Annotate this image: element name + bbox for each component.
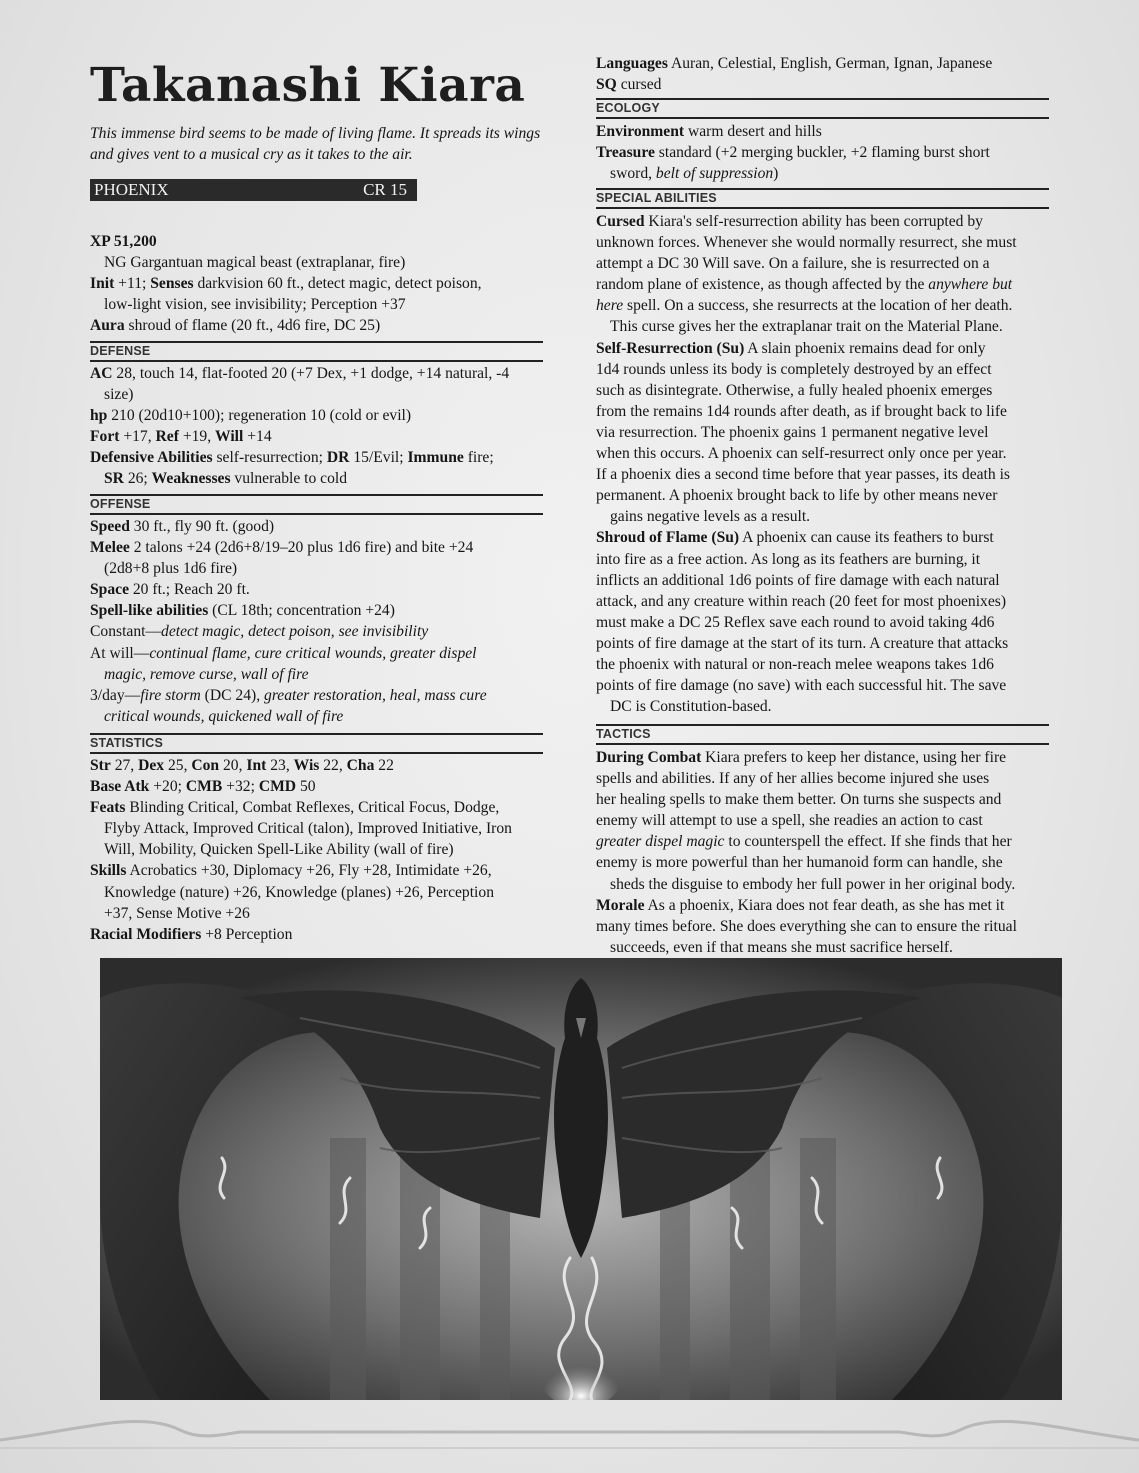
init-value: +11; <box>114 275 151 293</box>
immune-value: fire; <box>463 449 494 467</box>
bab-label: Base Atk <box>90 778 150 796</box>
day3-line <box>90 685 543 706</box>
morale-label: Morale <box>596 896 645 914</box>
aura-value: shroud of flame (20 ft., 4d6 fire, DC 25) <box>124 317 381 335</box>
cursed-4a: random plane of existence, as though affected by the <box>596 276 929 294</box>
wis-label: Wis <box>293 757 320 774</box>
cmb-label: CMB <box>185 778 223 796</box>
fort-value: +17, <box>119 428 156 446</box>
space-label: Space <box>90 581 129 599</box>
day3-b: (DC 24), <box>200 686 265 704</box>
senses-label: Senses <box>150 275 194 293</box>
shroud-4: attack, and any creature within reach (20 feet for most phoenixes) <box>596 592 1007 610</box>
selfres-7: If a phoenix dies a second time before that year passes, its death is <box>596 466 1010 484</box>
selfres-4: from the remains 1d4 rounds after death, as if brought back to life <box>596 402 1007 420</box>
morale-3: succeeds, even if that means she must sacrifice herself. <box>610 938 953 956</box>
cursed-4 <box>596 274 1049 295</box>
languages-block <box>596 53 1049 95</box>
selfres-8: permanent. A phoenix brought back to life by other means never <box>596 487 998 505</box>
combat-7: sheds the disguise to embody her full power in her original body. <box>610 875 1016 893</box>
shroud-line <box>596 527 1049 548</box>
section-special-abilities: SPECIAL ABILITIES <box>596 188 1049 209</box>
combat-3: her healing spells to make them better. On turns she suspects and <box>596 791 1002 809</box>
treasure-value: standard (+2 merging buckler, +2 flaming burst short <box>654 144 990 162</box>
con-label: Con <box>191 757 220 774</box>
speed-value: 30 ft., fly 90 ft. (good) <box>129 518 275 535</box>
selfres-2: 1d4 rounds unless its body is completely destroyed by an effect <box>596 360 992 378</box>
day3-c: greater restoration, heal, mass cure <box>264 686 487 704</box>
cmd-label: CMD <box>258 778 297 796</box>
cursed-6: This curse gives her the extraplanar trait on the Material Plane. <box>610 318 1003 336</box>
skills-2: Knowledge (nature) +26, Knowledge (planes) +26, Perception <box>104 883 494 901</box>
sr-line <box>90 468 543 489</box>
melee-cont: (2d8+8 plus 1d6 fire) <box>104 560 238 578</box>
sr-value: 26; <box>123 470 152 488</box>
day3-a: fire storm <box>140 686 201 704</box>
section-defense: DEFENSE <box>90 341 543 362</box>
base-attack-line <box>90 776 543 797</box>
selfres-6: when this occurs. A phoenix can self-resurrect only once per year. <box>596 445 1007 463</box>
languages-label: Languages <box>596 55 668 72</box>
shroud-3: inflicts an additional 1d6 points of fire damage with each natural <box>596 571 1000 589</box>
racial-line <box>90 924 543 945</box>
hp-value: 210 (20d10+100); regeneration 10 (cold or evil) <box>107 407 412 425</box>
skills-3: +37, Sense Motive +26 <box>104 904 250 922</box>
section-offense: OFFENSE <box>90 494 543 515</box>
senses-cont: low-light vision, see invisibility; Perception +37 <box>104 296 406 314</box>
fort-label: Fort <box>90 428 120 446</box>
hp-line <box>90 405 543 426</box>
senses-value: darkvision 60 ft., detect magic, detect poison, <box>193 275 482 293</box>
combat-5a: greater dispel magic <box>596 833 725 851</box>
cursed-4b: anywhere but <box>928 276 1013 294</box>
will-value: +14 <box>243 428 272 446</box>
shroud-9: DC is Constitution-based. <box>610 698 772 716</box>
challenge-rating: CR 15 <box>363 180 407 199</box>
aura-line <box>90 315 543 336</box>
shroud-2: into fire as a free action. As long as its feathers are burning, it <box>596 550 981 568</box>
ac-cont: size) <box>104 386 134 404</box>
da-label: Defensive Abilities <box>90 449 213 467</box>
immune-label: Immune <box>407 449 464 467</box>
speed-label: Speed <box>90 518 130 535</box>
treasure-cont-a: sword, <box>610 165 656 183</box>
skills-1: Acrobatics +30, Diplomacy +26, Fly +28, Intimidate +26, <box>126 862 492 880</box>
environment-line <box>596 121 1049 142</box>
wis-value: 22, <box>319 757 347 774</box>
shroud-8: points of fire damage (no save) with each successful hit. The save <box>596 677 1007 695</box>
feats-label: Feats <box>90 799 126 817</box>
space-line <box>90 579 543 600</box>
combat-5 <box>596 831 1049 852</box>
flavor-text: This immense bird seems to be made of living flame. It spreads its wings and gives vent to a musical cry as it takes to the air. <box>90 125 541 163</box>
combat-2: spells and abilities. If any of her allies become injured she uses <box>596 770 990 788</box>
cha-value: 22 <box>374 757 394 774</box>
stat-banner <box>90 179 417 201</box>
cursed-2: unknown forces. Whenever she would normally resurrect, she must <box>596 234 1017 252</box>
morale-line <box>596 895 1049 916</box>
cmd-value: 50 <box>296 778 316 796</box>
treasure-cont-b: belt of suppression <box>655 165 774 183</box>
phoenix-illustration <box>100 958 1062 1400</box>
atwill-line <box>90 643 543 664</box>
selfres-1: A slain phoenix remains dead for only <box>744 339 986 357</box>
shroud-5: must make a DC 25 Reflex save each round to avoid taking 4d6 <box>596 613 995 631</box>
init-line <box>90 273 543 294</box>
ac-label: AC <box>90 365 113 382</box>
ref-value: +19, <box>178 428 216 446</box>
languages-value: Auran, Celestial, English, German, Ignan, Japanese <box>667 55 993 72</box>
str-value: 27, <box>110 757 139 774</box>
constant-line <box>90 621 543 642</box>
saves-line <box>90 426 543 447</box>
combat-label: During Combat <box>596 749 702 766</box>
constant-value: detect magic, detect poison, see invisibility <box>161 623 429 641</box>
aura-label: Aura <box>90 317 125 335</box>
sla-value: (CL 18th; concentration +24) <box>208 602 395 620</box>
da-value: self-resurrection; <box>212 449 327 467</box>
shroud-label: Shroud of Flame (Su) <box>596 529 740 547</box>
page-footer-flourish <box>0 1400 1139 1473</box>
alignment-type: NG Gargantuan magical beast (extraplanar, fire) <box>104 254 406 272</box>
ac-value: 28, touch 14, flat-footed 20 (+7 Dex, +1 dodge, +14 natural, -4 <box>112 365 510 382</box>
speed-line <box>90 516 543 537</box>
atwill-prefix: At will— <box>90 644 150 662</box>
summary-block <box>90 231 543 336</box>
ability-scores-line <box>90 755 543 776</box>
env-value: warm desert and hills <box>684 123 822 140</box>
statistics-block <box>90 755 543 945</box>
creature-type-label: PHOENIX <box>94 180 169 199</box>
melee-line <box>90 537 543 558</box>
sla-label: Spell-like abilities <box>90 602 209 620</box>
offense-block <box>90 516 543 727</box>
section-statistics: STATISTICS <box>90 733 543 754</box>
feats-line <box>90 797 543 818</box>
feats-1: Blinding Critical, Combat Reflexes, Critical Focus, Dodge, <box>125 799 500 817</box>
cursed-3: attempt a DC 30 Will save. On a failure, she is resurrected on a <box>596 255 990 273</box>
feats-3: Will, Mobility, Quicken Spell-Like Ability (wall of fire) <box>104 841 454 859</box>
shroud-7: the phoenix with natural or non-reach melee weapons takes 1d6 <box>596 655 994 673</box>
section-tactics: TACTICS <box>596 724 1049 745</box>
con-value: 20, <box>219 757 247 774</box>
hp-label: hp <box>90 407 108 425</box>
tactics-block <box>596 747 1049 958</box>
treasure-cont <box>596 163 1049 184</box>
treasure-label: Treasure <box>596 144 655 162</box>
cursed-5 <box>596 295 1049 316</box>
ac-line <box>90 363 543 384</box>
combat-line <box>596 747 1049 768</box>
env-label: Environment <box>596 123 685 140</box>
atwill-value: continual flame, cure critical wounds, greater dispel <box>149 644 477 662</box>
selfres-9: gains negative levels as a result. <box>610 508 811 526</box>
cmb-value: +32; <box>222 778 259 796</box>
xp-value: XP 51,200 <box>90 233 157 250</box>
weak-value: vulnerable to cold <box>230 470 348 488</box>
treasure-cont-c: ) <box>773 165 779 183</box>
init-label: Init <box>90 275 115 293</box>
melee-value: 2 talons +24 (2d6+8/19–20 plus 1d6 fire) and bite +24 <box>129 539 474 557</box>
section-ecology: ECOLOGY <box>596 98 1049 119</box>
shroud-1: A phoenix can cause its feathers to burst <box>739 529 994 547</box>
int-label: Int <box>246 757 267 774</box>
combat-4: enemy will attempt to use a spell, she readies an action to cast <box>596 812 983 830</box>
selfres-line <box>596 338 1049 359</box>
skills-line <box>90 860 543 881</box>
atwill-cont-text: magic, remove curse, wall of fire <box>104 665 309 683</box>
selfres-label: Self-Resurrection (Su) <box>596 339 745 357</box>
melee-label: Melee <box>90 539 130 557</box>
special-block <box>596 211 1049 717</box>
combat-1: Kiara prefers to keep her distance, using her fire <box>701 749 1007 766</box>
racial-value: +8 Perception <box>201 925 293 943</box>
cursed-label: Cursed <box>596 213 645 230</box>
day3-cont-text: critical wounds, quickened wall of fire <box>104 707 344 725</box>
str-label: Str <box>90 757 111 774</box>
defense-block <box>90 363 543 490</box>
treasure-line <box>596 142 1049 163</box>
selfres-5: via resurrection. The phoenix gains 1 permanent negative level <box>596 423 989 441</box>
sr-label: SR <box>104 470 124 488</box>
morale-2: many times before. She does everything she can to ensure the ritual <box>596 917 1017 935</box>
combat-5b: to counterspell the effect. If she finds that her <box>724 833 1012 851</box>
dex-value: 25, <box>164 757 192 774</box>
cha-label: Cha <box>346 757 375 774</box>
skills-label: Skills <box>90 862 127 880</box>
cursed-5a: here <box>596 297 624 315</box>
page-title: Takanashi Kiara <box>90 58 526 113</box>
languages-line <box>596 53 1049 74</box>
bab-value: +20; <box>149 778 186 796</box>
dex-label: Dex <box>138 757 165 774</box>
atwill-cont <box>90 664 543 685</box>
int-value: 23, <box>266 757 294 774</box>
day3-prefix: 3/day— <box>90 686 141 704</box>
racial-label: Racial Modifiers <box>90 925 202 943</box>
combat-6: enemy is more powerful than her humanoid form can handle, she <box>596 854 1003 872</box>
feats-2: Flyby Attack, Improved Critical (talon), Improved Initiative, Iron <box>104 820 512 838</box>
sq-line <box>596 74 1049 95</box>
selfres-3: such as disintegrate. Otherwise, a fully healed phoenix emerges <box>596 381 993 399</box>
cursed-1: Kiara's self-resurrection ability has been corrupted by <box>644 213 983 230</box>
cursed-5b: spell. On a success, she resurrects at the location of her death. <box>623 297 1013 315</box>
weak-label: Weaknesses <box>151 470 231 488</box>
dr-value: 15/Evil; <box>349 449 408 467</box>
morale-1: As a phoenix, Kiara does not fear death, as she has met it <box>644 896 1005 914</box>
shroud-6: points of fire damage at the start of its turn. A creature that attacks <box>596 634 1009 652</box>
sq-label: SQ <box>596 76 617 94</box>
defensive-abilities-line <box>90 447 543 468</box>
constant-prefix: Constant— <box>90 623 162 641</box>
will-label: Will <box>215 428 244 446</box>
sla-line <box>90 600 543 621</box>
day3-cont <box>90 706 543 727</box>
dr-label: DR <box>326 449 350 467</box>
space-value: 20 ft.; Reach 20 ft. <box>128 581 250 599</box>
cursed-line <box>596 211 1049 232</box>
ref-label: Ref <box>155 428 179 446</box>
sq-value: cursed <box>616 76 662 94</box>
ecology-block <box>596 121 1049 184</box>
